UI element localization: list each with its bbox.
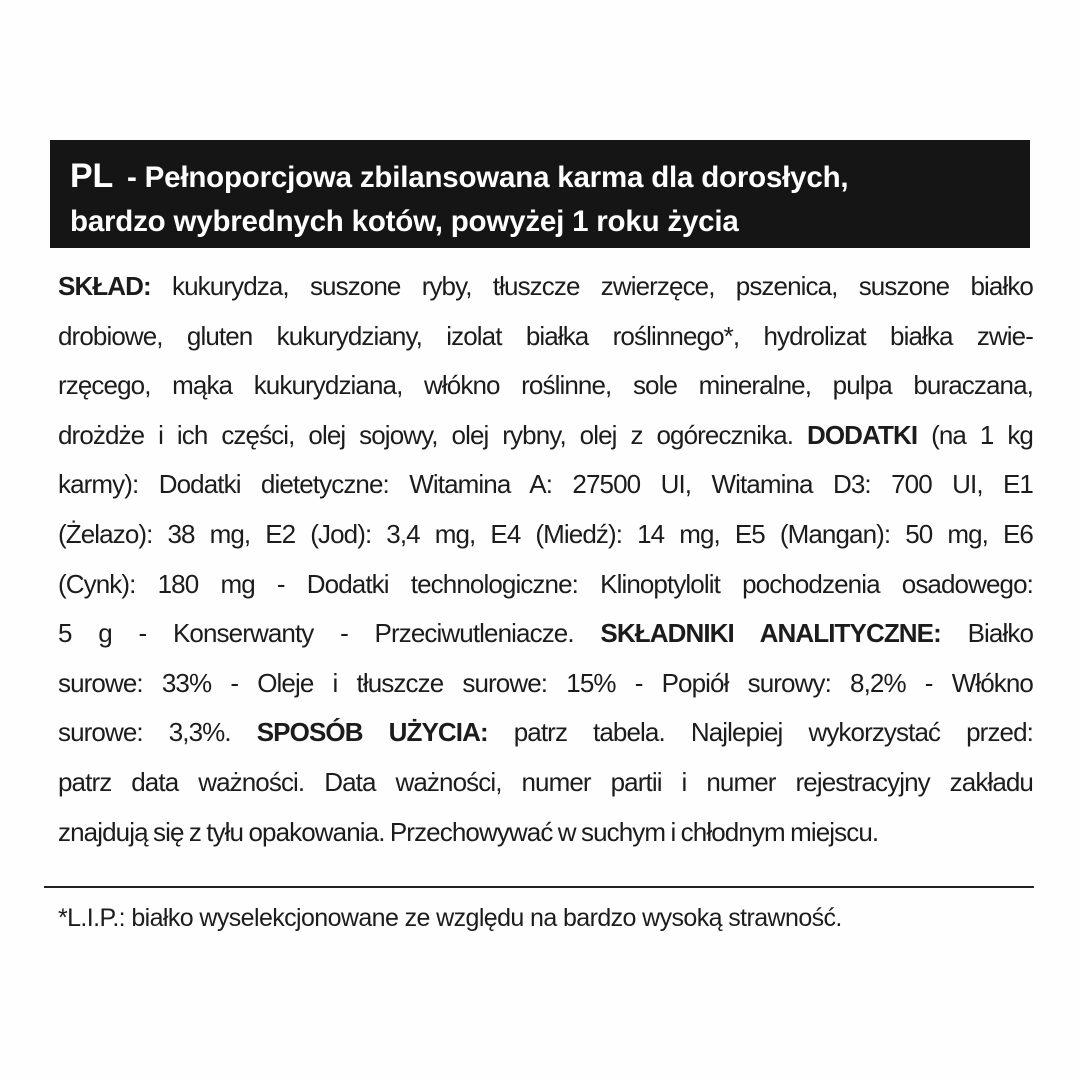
body-text: (na 1 kg	[917, 419, 1033, 450]
language-code: PL	[70, 157, 114, 195]
body-line-12: znajdują się z tyłu opakowania. Przechowywać w suchym i chłodnym miejscu.	[58, 816, 879, 847]
composition-text	[58, 262, 1033, 857]
title-line-2: bardzo wybrednych kotów, powyżej 1 roku życia	[70, 205, 739, 238]
body-text: patrz tabela. Najlepiej wykorzystać przed:	[487, 717, 1033, 748]
body-line-5: karmy): Dodatki dietetyczne: Witamina A: 27500 UI, Witamina D3: 700 UI, E1	[58, 469, 1033, 500]
body-line-7: (Cynk): 180 mg - Dodatki technologiczne: Klinoptylolit pochodzenia osadowego:	[58, 568, 1033, 599]
body-text: surowe: 3,3%.	[58, 717, 257, 748]
body-text: 5 g - Konserwanty - Przeciwutleniacze.	[58, 618, 601, 649]
section-label-sposob-uzycia: SPOSÓB UŻYCIA:	[256, 717, 488, 748]
section-label-skladniki-analityczne: SKŁADNIKI ANALITYCZNE:	[600, 618, 941, 649]
section-label-dodatki: DODATKI	[806, 419, 918, 450]
title-dash: -	[127, 161, 137, 194]
footnote: *L.I.P.: białko wyselekcjonowane ze względu na bardzo wysoką strawność.	[58, 904, 842, 932]
body-line-6: (Żelazo): 38 mg, E2 (Jod): 3,4 mg, E4 (Miedź): 14 mg, E5 (Mangan): 50 mg, E6	[58, 518, 1033, 549]
body-line-8	[58, 609, 1033, 659]
title-line-1	[70, 154, 1030, 200]
body-text: drożdże i ich części, olej sojowy, olej rybny, olej z ogórecznika.	[58, 419, 807, 450]
title-banner	[50, 140, 1030, 248]
body-line-4	[58, 411, 1033, 461]
body-text: Białko	[940, 618, 1034, 649]
body-line-11: patrz data ważności. Data ważności, numer partii i numer rejestracyjny zakładu	[58, 766, 1033, 797]
body-text: kukurydza, suszone ryby, tłuszcze zwierzęce, pszenica, suszone białko	[150, 271, 1033, 301]
body-line-1	[58, 262, 1033, 312]
body-line-3: rzęcego, mąka kukurydziana, włókno roślinne, sole mineralne, pulpa buraczana,	[58, 370, 1033, 401]
footnote-divider	[44, 886, 1034, 888]
body-line-9: surowe: 33% - Oleje i tłuszcze surowe: 15% - Popiół surowy: 8,2% - Włókno	[58, 667, 1033, 698]
body-line-2: drobiowe, gluten kukurydziany, izolat białka roślinnego*, hydrolizat białka zwie-	[58, 320, 1033, 351]
section-label-sklad: SKŁAD:	[58, 271, 151, 301]
body-line-10	[58, 708, 1033, 758]
title-text-1: Pełnoporcjowa zbilansowana karma dla dorosłych,	[144, 161, 849, 194]
